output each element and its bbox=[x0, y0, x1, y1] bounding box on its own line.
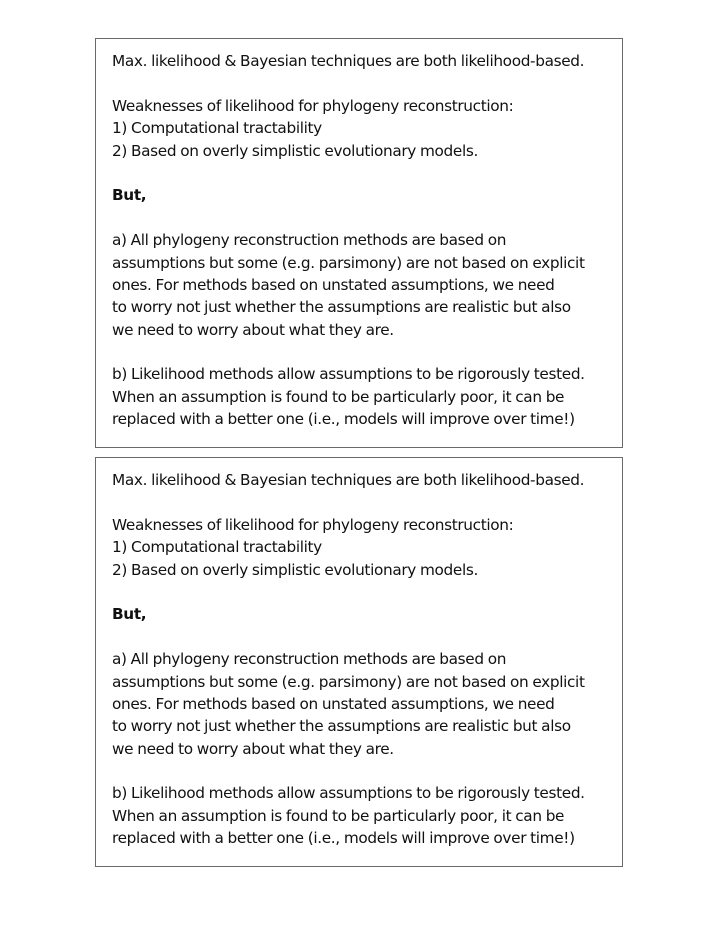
point-a-line: to worry not just whether the assumptions are realistic but also bbox=[112, 717, 571, 736]
panel-text-block bbox=[112, 50, 622, 431]
point-a-line: to worry not just whether the assumptions are realistic but also bbox=[112, 298, 571, 317]
spacer bbox=[112, 626, 622, 648]
spacer bbox=[112, 162, 622, 184]
spacer bbox=[112, 341, 622, 363]
but-heading: But, bbox=[112, 605, 147, 624]
point-a-line: a) All phylogeny reconstruction methods are based on bbox=[112, 650, 507, 669]
point-a-line: we need to worry about what they are. bbox=[112, 320, 394, 339]
panel-text-block bbox=[112, 469, 622, 850]
point-a-line: ones. For methods based on unstated assumptions, we need bbox=[112, 694, 555, 713]
text-panel-bottom bbox=[95, 457, 623, 867]
spacer bbox=[112, 581, 622, 603]
spacer bbox=[112, 491, 622, 513]
point-b-line: replaced with a better one (i.e., models will improve over time!) bbox=[112, 829, 575, 848]
point-b-line: When an assumption is found to be particularly poor, it can be bbox=[112, 806, 565, 825]
point-b-line: replaced with a better one (i.e., models will improve over time!) bbox=[112, 410, 575, 429]
weaknesses-heading: Weaknesses of likelihood for phylogeny reconstruction: bbox=[112, 515, 514, 534]
weaknesses-heading: Weaknesses of likelihood for phylogeny reconstruction: bbox=[112, 96, 514, 115]
point-a-line: a) All phylogeny reconstruction methods are based on bbox=[112, 231, 507, 250]
point-b-line: b) Likelihood methods allow assumptions to be rigorously tested. bbox=[112, 365, 585, 384]
weakness-item-2: 2) Based on overly simplistic evolutionary models. bbox=[112, 141, 479, 160]
weakness-item-2: 2) Based on overly simplistic evolutionary models. bbox=[112, 560, 479, 579]
point-a-line: assumptions but some (e.g. parsimony) are not based on explicit bbox=[112, 253, 585, 272]
point-b-line: When an assumption is found to be particularly poor, it can be bbox=[112, 387, 565, 406]
spacer bbox=[112, 760, 622, 782]
spacer bbox=[112, 207, 622, 229]
weakness-item-1: 1) Computational tractability bbox=[112, 119, 322, 138]
intro-line: Max. likelihood & Bayesian techniques are both likelihood-based. bbox=[112, 52, 585, 70]
weakness-item-1: 1) Computational tractability bbox=[112, 538, 322, 557]
but-heading: But, bbox=[112, 186, 147, 205]
point-b-line: b) Likelihood methods allow assumptions to be rigorously tested. bbox=[112, 784, 585, 803]
text-panel-top bbox=[95, 38, 623, 448]
spacer bbox=[112, 72, 622, 94]
intro-line: Max. likelihood & Bayesian techniques are both likelihood-based. bbox=[112, 471, 585, 489]
point-a-line: ones. For methods based on unstated assumptions, we need bbox=[112, 275, 555, 294]
point-a-line: assumptions but some (e.g. parsimony) are not based on explicit bbox=[112, 672, 585, 691]
point-a-line: we need to worry about what they are. bbox=[112, 739, 394, 758]
